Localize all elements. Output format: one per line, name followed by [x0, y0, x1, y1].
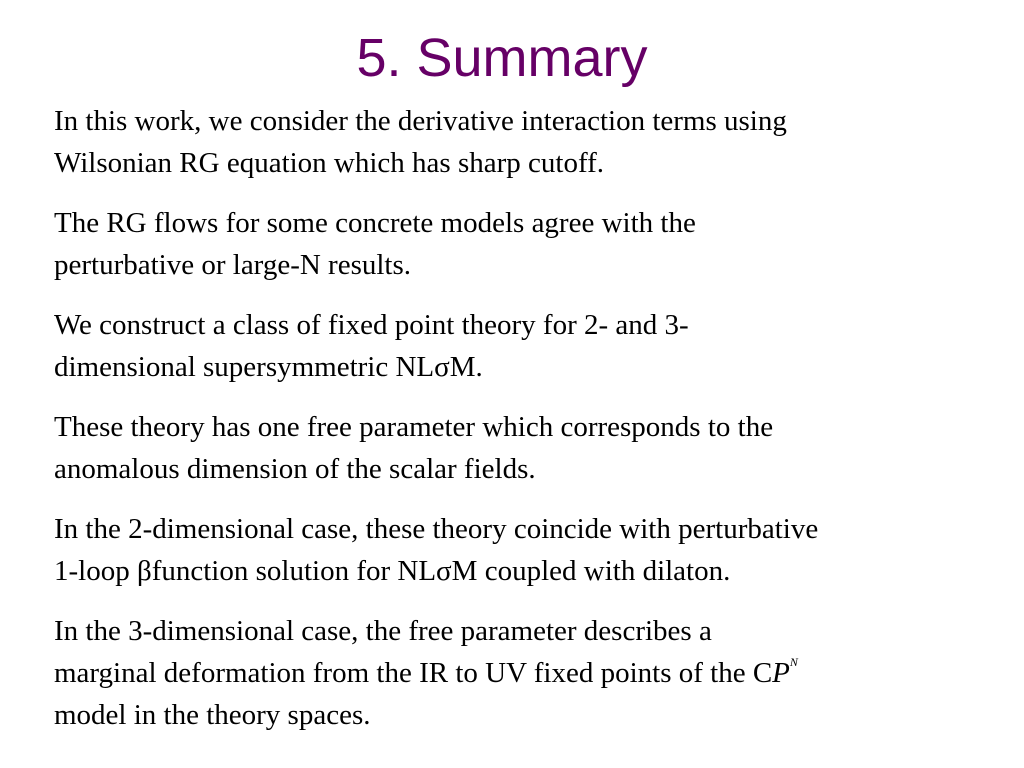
paragraph-1	[54, 100, 974, 184]
paragraph-5-line-2: 1-loop βfunction solution for NLσM coupled with dilaton.	[54, 555, 731, 587]
slide-title: 5. Summary	[356, 28, 648, 88]
cp-superscript: N	[789, 655, 798, 669]
slide-body	[54, 100, 974, 736]
paragraph-5-line-1: In the 2-dimensional case, these theory coincide with perturbative	[54, 513, 819, 545]
paragraph-2	[54, 202, 974, 286]
paragraph-5	[54, 508, 974, 592]
paragraph-6-line-3: model in the theory spaces.	[54, 699, 371, 731]
paragraph-6-line-1: In the 3-dimensional case, the free parameter describes a	[54, 615, 712, 647]
paragraph-3	[54, 304, 974, 388]
cp-symbol-letter: P	[772, 657, 790, 689]
paragraph-2-line-1: The RG flows for some concrete models agree with the	[54, 207, 696, 239]
paragraph-4	[54, 406, 974, 490]
paragraph-6-line-2	[54, 657, 798, 689]
paragraph-3-line-2: dimensional supersymmetric NLσM.	[54, 351, 483, 383]
paragraph-6-line-2-text: marginal deformation from the IR to UV fixed points of the C	[54, 657, 773, 689]
paragraph-4-line-1: These theory has one free parameter which corresponds to the	[54, 411, 774, 443]
paragraph-6	[54, 610, 974, 736]
paragraph-4-line-2: anomalous dimension of the scalar fields.	[54, 453, 536, 485]
paragraph-2-line-2: perturbative or large-N results.	[54, 249, 412, 281]
paragraph-1-line-2: Wilsonian RG equation which has sharp cutoff.	[54, 147, 604, 179]
paragraph-3-line-1: We construct a class of fixed point theory for 2- and 3-	[54, 309, 689, 341]
paragraph-1-line-1: In this work, we consider the derivative interaction terms using	[54, 105, 787, 137]
